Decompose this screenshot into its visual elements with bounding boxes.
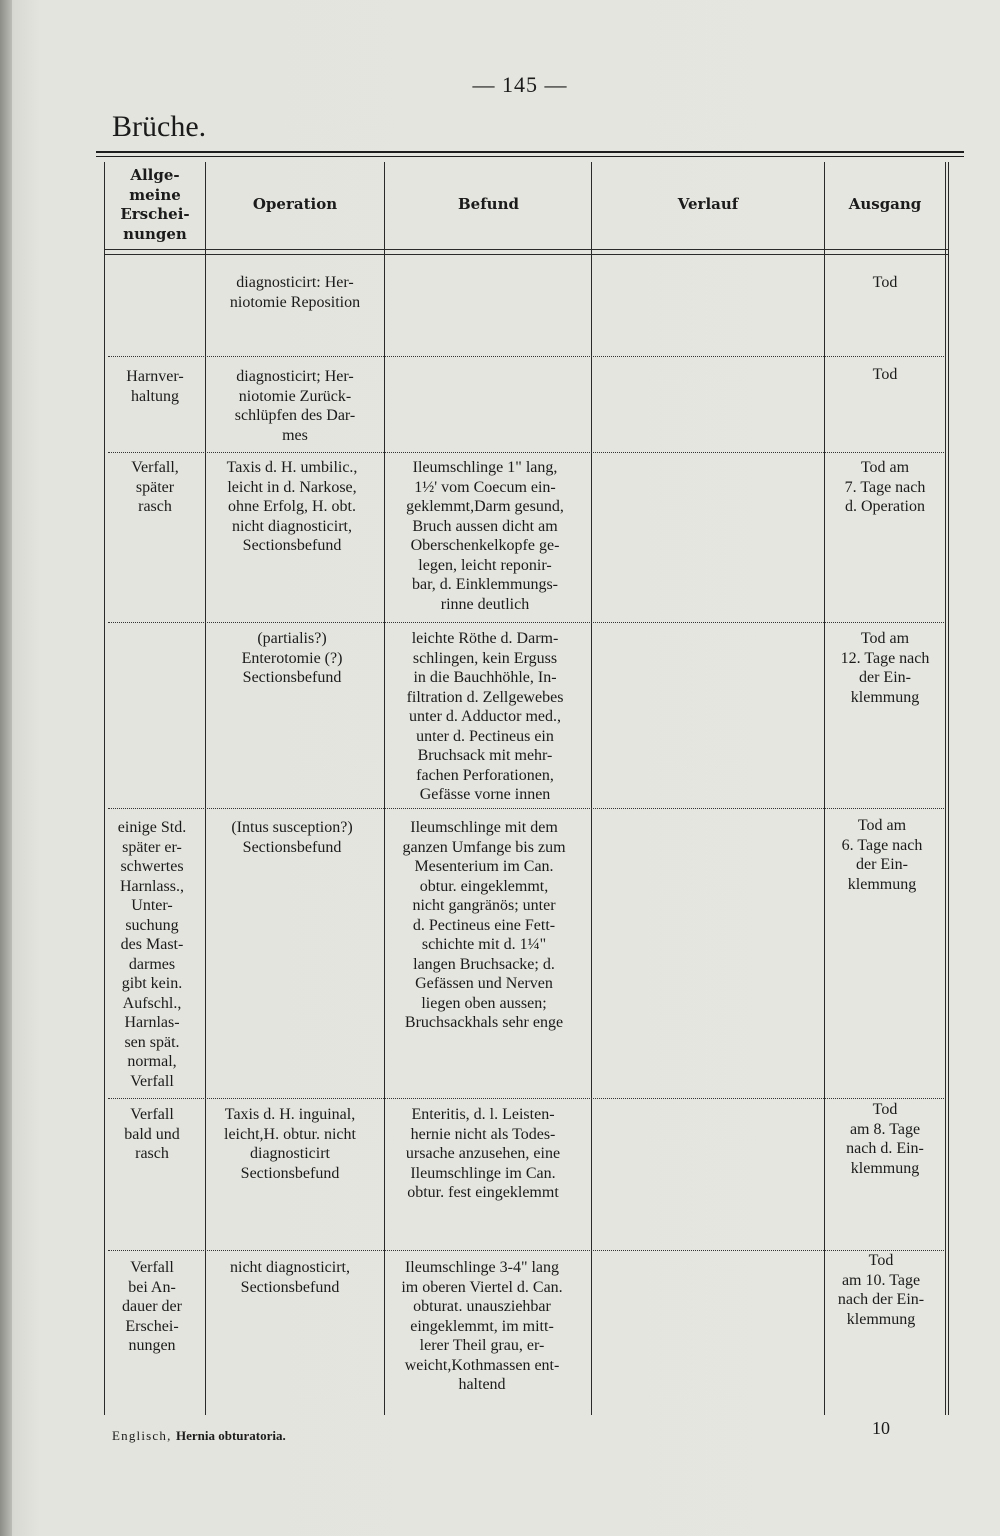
row1-operation: diagnosticirt: Her- niotomie Reposition (229, 274, 361, 311)
header-verlauf: Verlauf (677, 195, 739, 213)
row4-operation: (partialis?) Enterotomie (?) Sectionsbefund (241, 630, 343, 686)
row5-befund: Ileumschlinge mit dem ganzen Umfange bis zum Mesenterium im Can. obtur. eingeklemmt, nicht gangränös; unter d. Pectineus eine Fett- schichte mit d. 1¼" langen Bruchsacke; d. Gefässen und Nerven liegen oben aussen; Bruchsackhals sehr enge (402, 819, 566, 1031)
row3-allgemeine: Verfall, später rasch (131, 459, 179, 515)
row6-allgemeine: Verfall bald und rasch (124, 1106, 180, 1162)
book-binding-edge (0, 0, 12, 1536)
header-rule-thin (96, 156, 964, 157)
row7-ausgang: Tod am 10. Tage nach der Ein- klemmung (837, 1252, 925, 1328)
running-title: Brüche. (112, 110, 207, 143)
row3-befund: Ileumschlinge 1" lang, 1½' vom Coecum ein- geklemmt,Darm gesund, Bruch aussen dicht am Oberschenkelkopfe ge- legen, leicht reponir- bar, d. Einklemmungs- rinne deutlich (406, 459, 564, 613)
row1-ausgang: Tod (872, 274, 898, 291)
header-ausgang: Ausgang (848, 195, 922, 213)
row5-allgemeine: einige Std. später er- schwertes Harnlass., Unter- suchung des Mast- darmes gibt kein. Aufschl., Harnlas- sen spät. normal, Verfall (117, 819, 187, 1090)
page-number: — 145 — (472, 72, 568, 97)
printer-signature: 10 (872, 1418, 890, 1438)
header-rule (96, 151, 964, 153)
row7-operation: nicht diagnosticirt, Sectionsbefund (230, 1259, 350, 1296)
row2-operation: diagnosticirt; Her- niotomie Zurück- schlüpfen des Dar- mes (234, 368, 356, 444)
row7-befund: Ileumschlinge 3-4" lang im oberen Viertel d. Can. obturat. unausziehbar eingeklemmt, im mitt- lerer Theil grau, er- weicht,Kothmassen ent- haltend (401, 1259, 563, 1393)
row3-operation: Taxis d. H. umbilic., leicht in d. Narkose, ohne Erfolg, H. obt. nicht diagnosticirt, Sectionsbefund (226, 459, 358, 554)
row3-ausgang: Tod am 7. Tage nach d. Operation (844, 459, 926, 515)
header-operation: Operation (252, 195, 338, 213)
row6-operation: Taxis d. H. inguinal, leicht,H. obtur. nicht diagnosticirt Sectionsbefund (224, 1106, 356, 1182)
header-befund: Befund (458, 195, 519, 213)
row4-befund: leichte Röthe d. Darm- schlingen, kein Erguss in die Bauchhöhle, In- filtration d. Zellgewebes unter d. Adductor med., unter d. Pectineus ein Bruchsack mit mehr- fachen Perforationen, Gefässe vorne innen (406, 630, 564, 803)
row2-ausgang: Tod (872, 366, 898, 383)
row6-befund: Enteritis, d. l. Leisten- hernie nicht als Todes- ursache anzusehen, eine Ileumschlinge im Can. obtur. fest eingeklemmt (405, 1106, 561, 1201)
row4-ausgang: Tod am 12. Tage nach der Ein- klemmung (840, 630, 930, 706)
source-citation (112, 1428, 286, 1444)
header-allgemeine: Allge- meine Erschei- nungen (120, 166, 190, 243)
source-title: Hernia obturatoria. (176, 1428, 286, 1443)
row7-allgemeine: Verfall bei An- dauer der Erschei- nungen (122, 1259, 182, 1354)
row5-ausgang: Tod am 6. Tage nach der Ein- klemmung (841, 817, 923, 893)
row6-ausgang: Tod am 8. Tage nach d. Ein- klemmung (846, 1101, 924, 1177)
source-author: Englisch, (112, 1428, 172, 1443)
row2-allgemeine: Harnver- haltung (126, 368, 184, 405)
row5-operation: (Intus susception?) Sectionsbefund (231, 819, 353, 856)
